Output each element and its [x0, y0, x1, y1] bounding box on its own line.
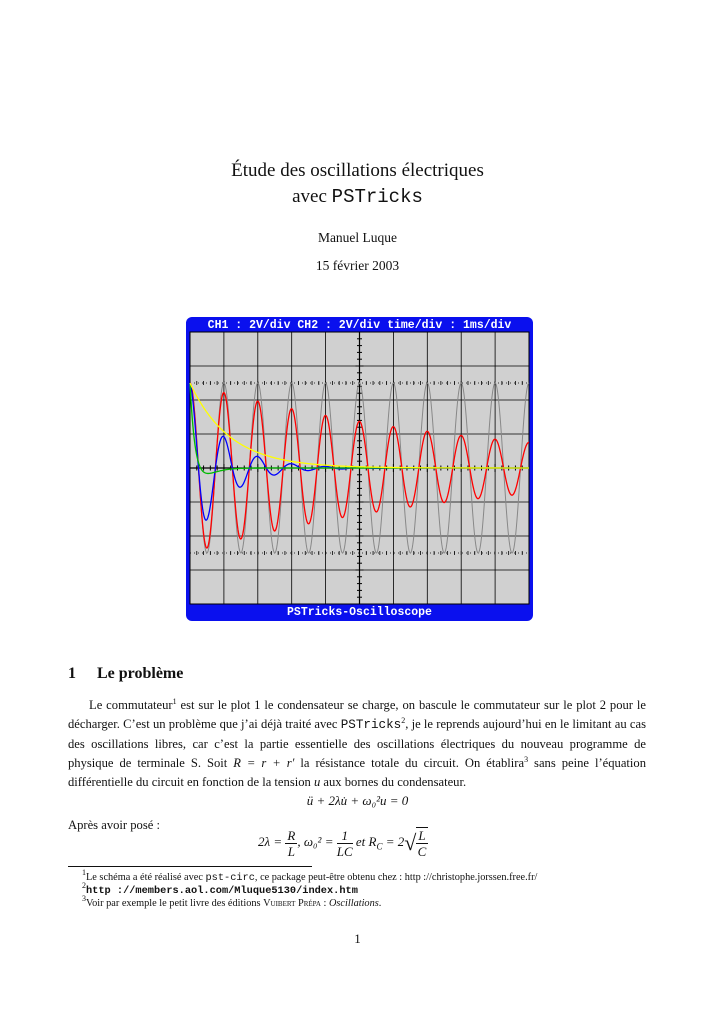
- pstricks-name: PSTricks: [340, 718, 402, 732]
- numerator: L: [418, 828, 426, 843]
- text-run: sans peine l’équation différentielle du circuit en fonction de la tension: [68, 756, 647, 789]
- footnote-ref-1: 1: [172, 697, 177, 706]
- oscilloscope-footer: PSTricks-Oscilloscope: [287, 606, 432, 619]
- subtitle-prefix: avec: [292, 186, 332, 207]
- fraction-one-over-lc: [337, 828, 353, 859]
- fraction-l-over-c: [416, 827, 427, 859]
- footnote-mark: 1: [82, 868, 86, 877]
- sqrt-sign: √: [404, 830, 417, 855]
- denominator: C: [417, 844, 427, 859]
- package-name: pst-circ: [205, 872, 255, 884]
- eq-lhs: 2λ =: [258, 833, 286, 849]
- oscilloscope-figure: [186, 317, 533, 621]
- footnote-2: [68, 881, 682, 898]
- text-run: , je le reprends aujourd’hui en le limitant au cas des oscillations libres, car c’est la partie essentielle des oscillations électriques du nouveau programme de physique de terminale S. Soit: [68, 717, 646, 770]
- date: 15 février 2003: [315, 258, 400, 273]
- section-number: 1: [68, 665, 76, 682]
- section-heading: [68, 665, 183, 683]
- eq-sep: = 2: [382, 833, 405, 849]
- footnote-1: [68, 868, 682, 885]
- footnote-mark: 3: [82, 894, 86, 903]
- math-u: u: [313, 775, 321, 789]
- eq-sep: et R: [352, 833, 377, 849]
- footnote-rule: [68, 866, 312, 867]
- text-run: .: [378, 898, 382, 909]
- url[interactable]: http ://members.aol.com/Mluque5130/index.htm: [86, 885, 358, 897]
- numerator: R: [287, 827, 296, 843]
- text-run: :: [320, 898, 329, 909]
- text-run: Le schéma a été réalisé avec: [86, 872, 206, 883]
- text-run: la résistance totale du circuit. On établira: [294, 756, 525, 770]
- footnote-3: [68, 894, 682, 910]
- text-run: , ce package peut-être obtenu chez : http ://christophe.jorssen.free.fr/: [254, 872, 538, 883]
- equation-differential: ü + 2λu̇ + ω₀²u = 0: [306, 793, 409, 808]
- fraction-r-over-l: [285, 828, 297, 859]
- footnote-mark: 2: [82, 881, 86, 890]
- pstricks-name: PSTricks: [331, 186, 423, 208]
- footnote-ref-3: 3: [524, 755, 529, 764]
- text-run: aux bornes du condensateur.: [320, 775, 467, 789]
- footnote-ref-2: 2: [401, 716, 406, 725]
- math-resistance: R = r + r′: [233, 756, 295, 770]
- text-run: Le commutateur: [89, 698, 173, 712]
- paragraph-setup: Après avoir posé :: [68, 818, 160, 832]
- section-title: Le problème: [97, 665, 184, 682]
- document-title: Étude des oscillations électriques: [231, 160, 484, 181]
- publisher: Vuibert Prépa: [263, 898, 321, 909]
- text-run: est sur le plot 1 le condensateur se charge, on bascule le commutateur sur le plot 2 pour le décharger. C’est un problème que j’ai déjà traité avec: [68, 698, 646, 731]
- oscilloscope-plot: [186, 317, 533, 621]
- numerator: 1: [337, 828, 353, 844]
- document-subtitle: [0, 186, 715, 208]
- denominator: LC: [336, 843, 353, 859]
- paragraph-intro: [68, 696, 646, 792]
- eq-sep: , ω₀² =: [297, 833, 337, 849]
- text-run: Voir par exemple le petit livre des éditions: [86, 898, 264, 909]
- subscript-c: C: [376, 841, 383, 852]
- author: Manuel Luque: [317, 230, 398, 245]
- denominator: L: [287, 843, 295, 859]
- oscilloscope-header: CH1 : 2V/div CH2 : 2V/div time/div : 1ms/div: [207, 319, 512, 332]
- page-number: 1: [354, 931, 361, 946]
- book-title: Oscillations: [328, 898, 379, 909]
